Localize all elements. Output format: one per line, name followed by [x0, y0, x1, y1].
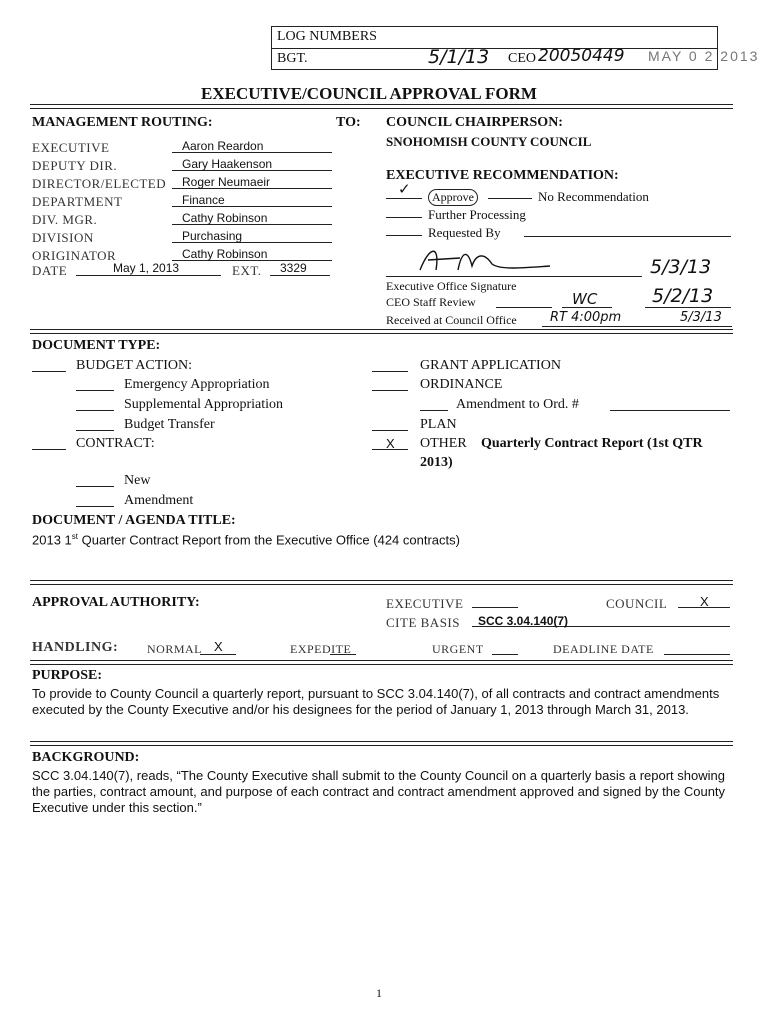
- amendment-line: [76, 492, 114, 507]
- routing-value: Gary Haakenson: [182, 157, 273, 171]
- routing-value: Finance: [182, 193, 225, 207]
- expedite-line: [330, 640, 356, 655]
- transfer-label: Budget Transfer: [124, 417, 215, 432]
- cite-label: CITE BASIS: [386, 615, 460, 630]
- further-label: Further Processing: [428, 207, 526, 222]
- agenda-title-sup: st: [71, 532, 78, 541]
- other-label: OTHER: [420, 436, 467, 451]
- agenda-title: [32, 532, 460, 547]
- log-numbers-label: LOG NUMBERS: [277, 29, 377, 44]
- received-date: 5/3/13: [680, 310, 722, 325]
- agenda-title-pre: 2013 1: [32, 532, 72, 548]
- no-rec-line: [488, 184, 532, 199]
- ext-value: 3329: [280, 261, 307, 275]
- staff-initials: WC: [572, 290, 598, 308]
- routing-value: Cathy Robinson: [182, 247, 268, 261]
- routing-label: DIV. MGR.: [32, 212, 98, 227]
- routing-label: DIVISION: [32, 230, 94, 245]
- grant-label: GRANT APPLICATION: [420, 358, 561, 373]
- routing-value: Roger Neumaeir: [182, 175, 271, 189]
- executive-signature: [400, 240, 640, 280]
- routing-heading: MANAGEMENT ROUTING:: [32, 115, 213, 130]
- authority-executive-label: EXECUTIVE: [386, 596, 464, 611]
- ceo-value: 20050449: [538, 46, 625, 66]
- staff-date-line: [645, 293, 731, 308]
- page-number: 1: [376, 986, 382, 1000]
- background-text: SCC 3.04.140(7), reads, “The County Executive shall submit to the County Council on a quarterly basis a report showing the parties, contract amount, and purpose of each contract and contract amendment approved and signed by the County Executive under this section.”: [32, 768, 726, 815]
- requested-label: Requested By: [428, 225, 501, 240]
- handling-heading: HANDLING:: [32, 640, 119, 655]
- agenda-title-post: Quarter Contract Report from the Executive Office (424 contracts): [78, 532, 460, 548]
- routing-value: Cathy Robinson: [182, 211, 268, 225]
- rec-heading: EXECUTIVE RECOMMENDATION:: [386, 168, 619, 183]
- routing-value: Purchasing: [182, 229, 243, 243]
- cite-value: SCC 3.04.140(7): [478, 614, 569, 628]
- staff-review-line: [496, 293, 552, 308]
- requested-line: [386, 221, 422, 236]
- date-value: May 1, 2013: [113, 261, 180, 275]
- grant-line: [372, 357, 408, 372]
- ext-label: EXT.: [232, 263, 262, 278]
- routing-label: DEPUTY DIR.: [32, 158, 118, 173]
- background-heading: BACKGROUND:: [32, 750, 140, 765]
- received-stamp: MAY 0 2 2013: [648, 48, 760, 64]
- routing-value: Aaron Reardon: [182, 139, 264, 153]
- chair-heading: COUNCIL CHAIRPERSON:: [386, 115, 563, 130]
- plan-label: PLAN: [420, 417, 457, 432]
- amend-ord-label: Amendment to Ord. #: [456, 397, 579, 412]
- normal-label: NORMAL: [147, 642, 203, 656]
- other-description-1: Quarterly Contract Report (1st QTR: [481, 436, 703, 451]
- agenda-heading: DOCUMENT / AGENDA TITLE:: [32, 513, 236, 528]
- new-label: New: [124, 473, 151, 488]
- deadline-label: DEADLINE DATE: [553, 642, 654, 656]
- handling-bottom-rule: [30, 660, 733, 665]
- routing-label: ORIGINATOR: [32, 248, 117, 263]
- contract-line: [32, 435, 66, 450]
- bgt-value: 5/1/13: [428, 46, 490, 68]
- signature-date: 5/3/13: [650, 256, 712, 278]
- amendment-label: Amendment: [124, 493, 194, 508]
- staff-review-label: CEO Staff Review: [386, 295, 476, 309]
- routing-bottom-rule: [30, 329, 733, 334]
- bgt-label: BGT.: [277, 51, 308, 66]
- amend-ord-line: [420, 396, 448, 411]
- deadline-line: [664, 640, 730, 655]
- title-rule: [30, 104, 733, 109]
- other-mark: X: [386, 436, 395, 451]
- amend-ord-value-line: [610, 396, 730, 411]
- authority-heading: APPROVAL AUTHORITY:: [32, 595, 200, 610]
- emergency-label: Emergency Appropriation: [124, 377, 270, 392]
- no-rec-label: No Recommendation: [538, 189, 649, 204]
- plan-line: [372, 416, 408, 431]
- new-line: [76, 472, 114, 487]
- urgent-line: [492, 640, 518, 655]
- purpose-text: To provide to County Council a quarterly report, pursuant to SCC 3.04.140(7), of all contracts and contract amendments executed by the County Executive and/or his designees for the period of January 1, 2013 through March 31, 2013.: [32, 686, 720, 717]
- authority-council-mark: X: [700, 594, 709, 609]
- signature-line: [386, 276, 642, 277]
- council-name: SNOHOMISH COUNTY COUNCIL: [386, 134, 592, 149]
- signature-label: Executive Office Signature: [386, 279, 517, 293]
- ceo-label: CEO: [508, 51, 536, 66]
- further-line: [386, 203, 422, 218]
- budget-line: [32, 357, 66, 372]
- urgent-label: URGENT: [432, 642, 484, 656]
- doctype-heading: DOCUMENT TYPE:: [32, 338, 161, 353]
- date-label: DATE: [32, 263, 68, 278]
- form-title: EXECUTIVE/COUNCIL APPROVAL FORM: [201, 84, 537, 103]
- normal-mark: X: [214, 639, 223, 654]
- budget-label: BUDGET ACTION:: [76, 358, 193, 373]
- transfer-line: [76, 416, 114, 431]
- staff-initials-line: [562, 293, 612, 308]
- ordinance-label: ORDINANCE: [420, 377, 503, 392]
- received-line: [542, 312, 732, 327]
- supplemental-label: Supplemental Appropriation: [124, 397, 284, 412]
- received-label: Received at Council Office: [386, 313, 517, 327]
- emergency-line: [76, 376, 114, 391]
- routing-label: DEPARTMENT: [32, 194, 123, 209]
- routing-label: DIRECTOR/ELECTED: [32, 176, 167, 191]
- contract-label: CONTRACT:: [76, 436, 155, 451]
- supplemental-line: [76, 396, 114, 411]
- requested-value-line: [524, 222, 731, 237]
- staff-date: 5/2/13: [652, 285, 714, 307]
- routing-label: EXECUTIVE: [32, 140, 110, 155]
- received-note: RT 4:00pm: [550, 310, 622, 325]
- approve-label: Approve: [428, 189, 478, 206]
- other-description-2: 2013): [420, 455, 453, 470]
- purpose-heading: PURPOSE:: [32, 668, 102, 683]
- purpose-bottom-rule: [30, 741, 733, 746]
- ordinance-line: [372, 376, 408, 391]
- to-label: TO:: [336, 115, 361, 130]
- authority-executive-line: [472, 593, 518, 608]
- authority-council-label: COUNCIL: [606, 596, 668, 611]
- expedite-label: EXPEDITE: [290, 642, 352, 656]
- agenda-bottom-rule: [30, 580, 733, 585]
- approve-check-icon: ✓: [398, 180, 411, 198]
